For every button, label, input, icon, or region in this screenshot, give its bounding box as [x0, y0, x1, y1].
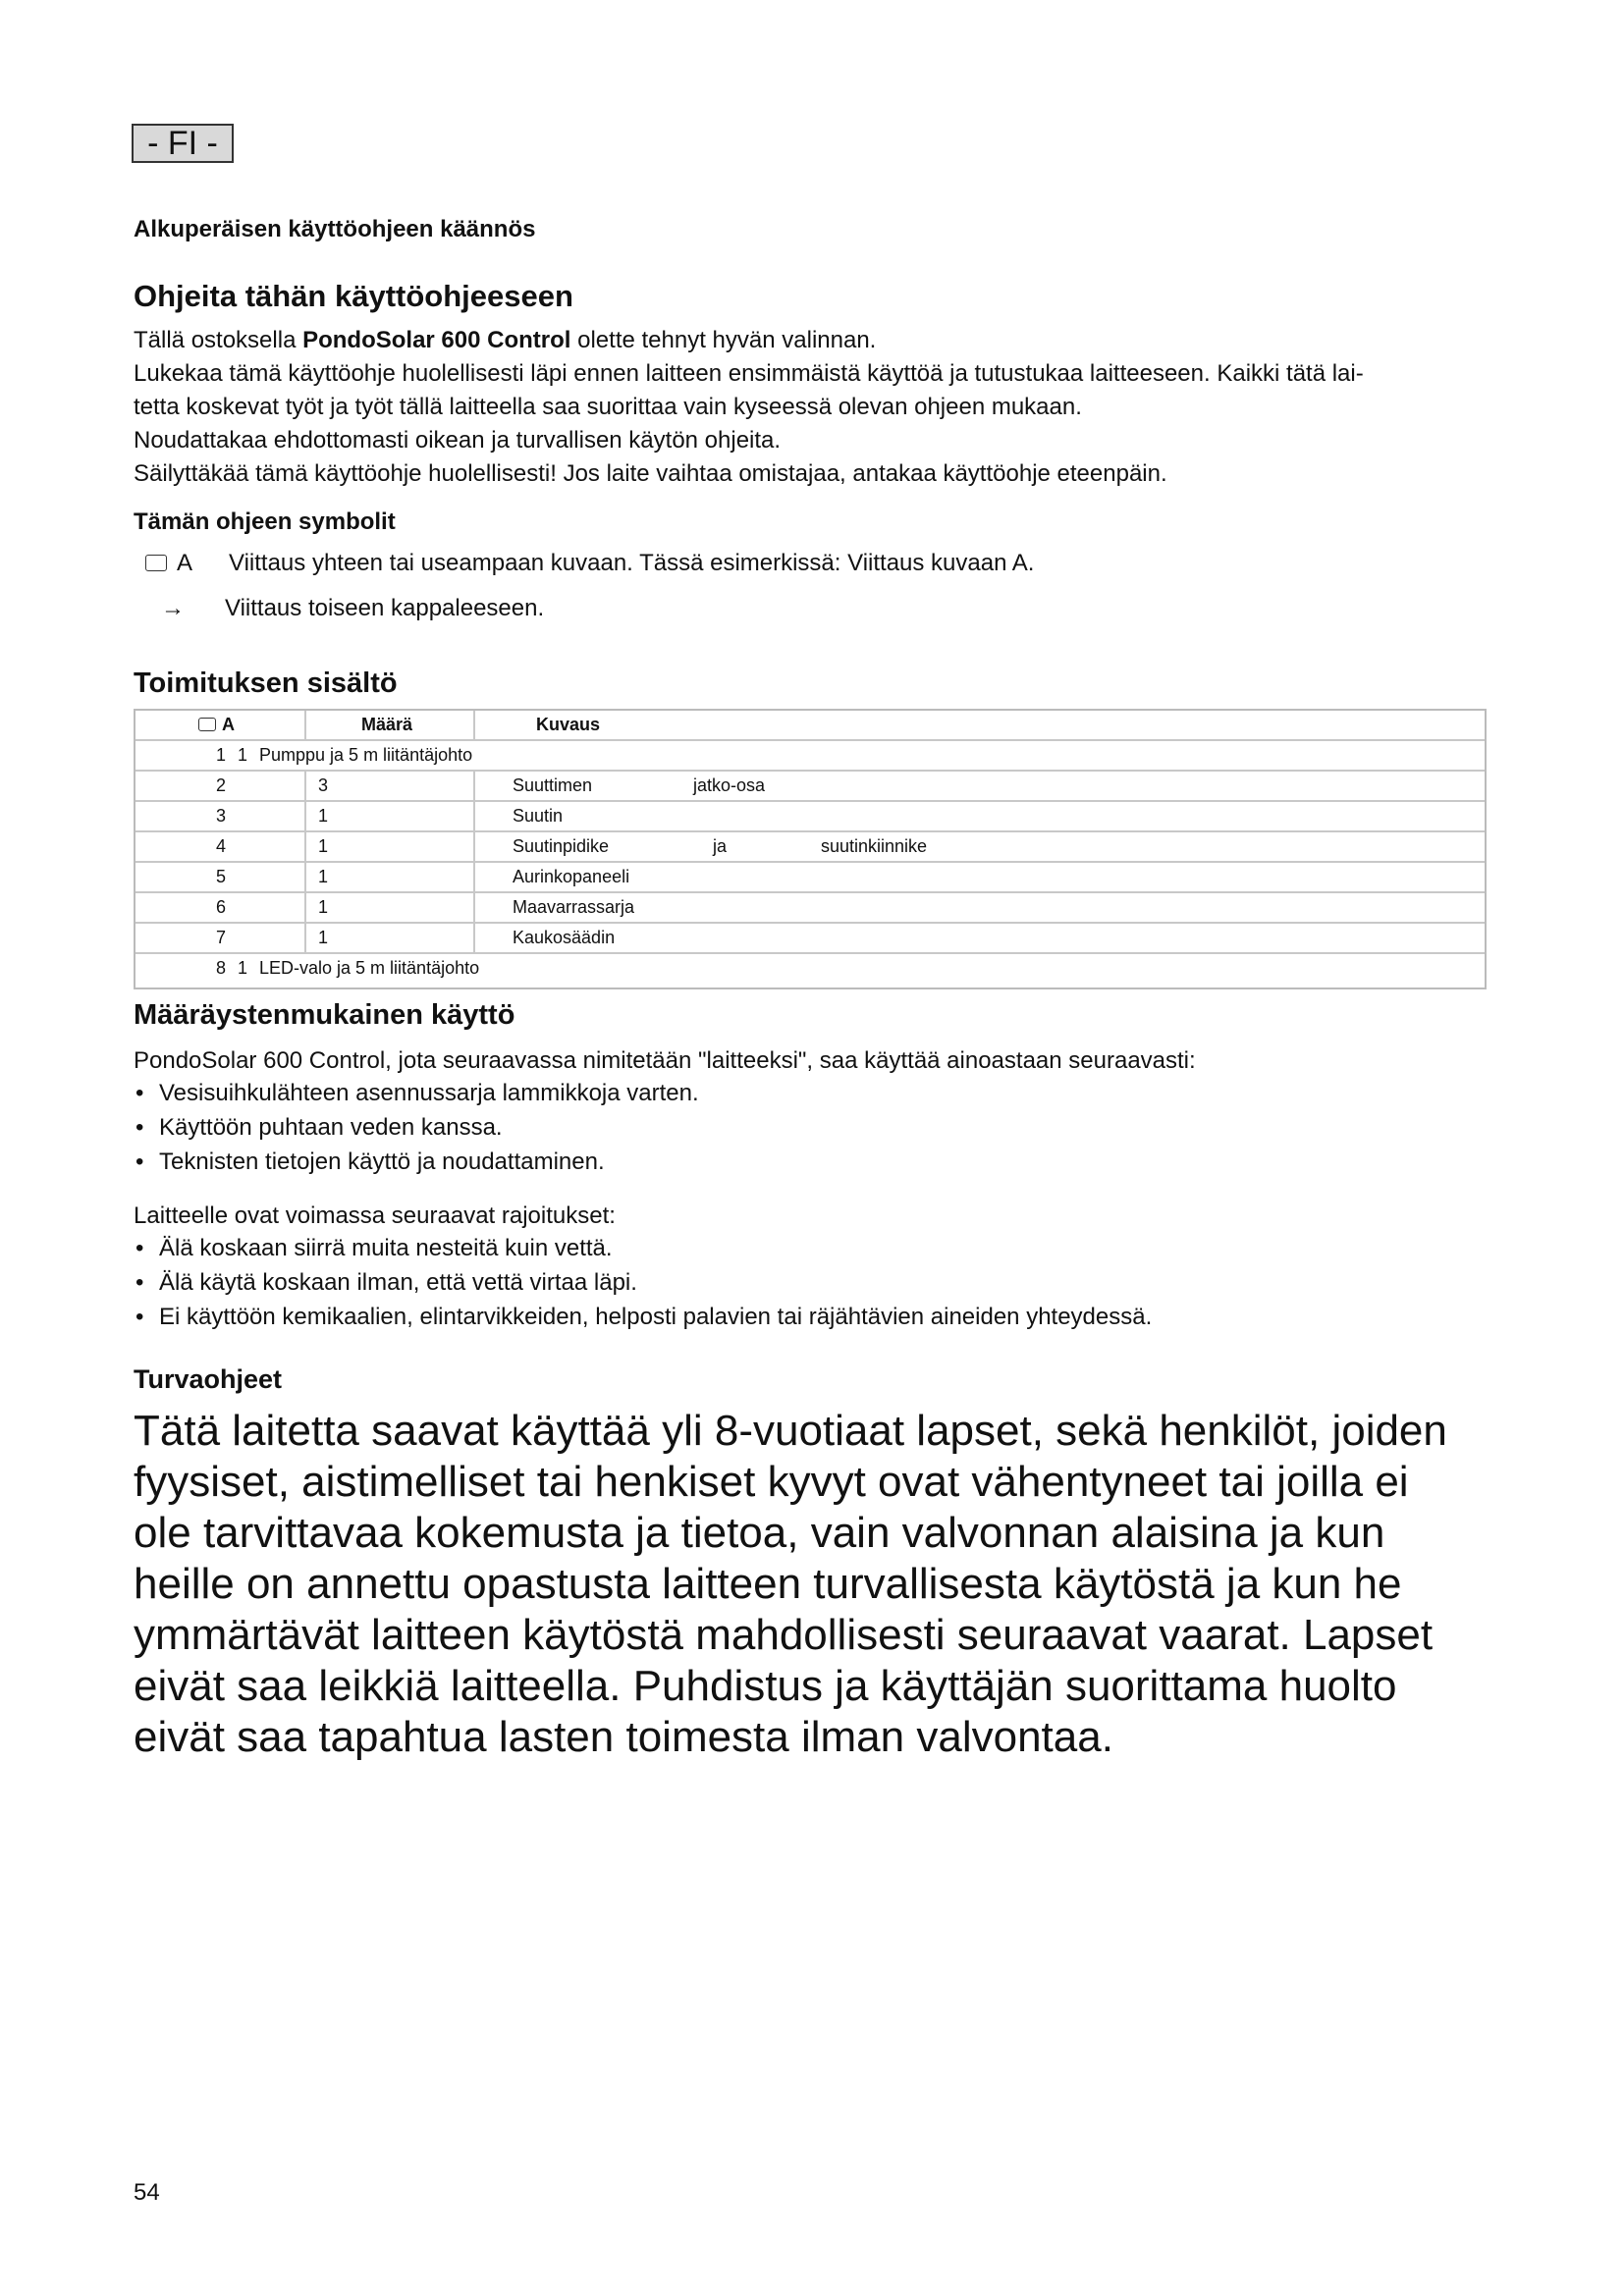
list-item: • Älä koskaan siirrä muita nesteitä kuin vettä.: [134, 1231, 1489, 1265]
restrictions-list: [134, 1231, 1489, 1334]
header-a-label: A: [222, 715, 235, 734]
column-divider: [304, 863, 306, 891]
safety-line: heille on annettu opastusta laitteen turvallisesta käytöstä ja kun he: [134, 1560, 1402, 1608]
table-row: [135, 802, 1485, 832]
section-title-delivery: Toimituksen sisältö: [134, 667, 398, 699]
restrictions-intro: Laitteelle ovat voimassa seuraavat rajoitukset:: [134, 1202, 616, 1229]
section-title-symbols: Tämän ohjeen symbolit: [134, 508, 396, 535]
instructions-line-4: Noudattakaa ehdottomasti oikean ja turvallisen käytön ohjeita.: [134, 427, 782, 454]
table-row: [135, 772, 1485, 802]
cell-a: 8: [216, 958, 227, 978]
cell-qty: 1: [318, 867, 329, 886]
symbol-description: Viittaus yhteen tai useampaan kuvaan. Tässä esimerkissä: Viittaus kuvaan A.: [229, 550, 1035, 576]
cell-qty: 1: [238, 958, 248, 978]
instructions-line-3: tetta koskevat työt ja työt tällä laitteella saa suorittaa vain kyseessä olevan ohjeen mukaan.: [134, 394, 1082, 420]
column-divider: [304, 832, 306, 861]
cell-qty: 1: [238, 745, 248, 765]
cell-a: 2: [216, 775, 227, 795]
symbol-mark: [134, 550, 212, 577]
cell-description-part: ja: [713, 836, 728, 856]
column-divider: [473, 832, 475, 861]
cell-description: Suutinpidike: [513, 836, 610, 856]
column-divider: [304, 772, 306, 800]
cell-qty: 1: [318, 928, 329, 947]
page-number: 54: [134, 2179, 160, 2206]
safety-paragraph: [134, 1406, 1498, 1763]
list-item: • Vesisuihkulähteen asennussarja lammikkoja varten.: [134, 1076, 1489, 1110]
product-name: PondoSolar 600 Control: [302, 327, 571, 353]
cell-description: Suutin: [513, 806, 564, 826]
column-divider: [304, 893, 306, 922]
list-item: • Älä käytä koskaan ilman, että vettä virtaa läpi.: [134, 1265, 1489, 1300]
table-row: [135, 954, 1485, 985]
cell-qty: 1: [318, 806, 329, 826]
column-divider: [304, 802, 306, 830]
symbol-description: Viittaus toiseen kappaleeseen.: [225, 595, 545, 621]
list-item: • Teknisten tietojen käyttö ja noudattaminen.: [134, 1145, 1489, 1179]
column-divider: [473, 711, 475, 739]
safety-line: ymmärtävät laitteen käytöstä mahdollisesti seuraavat vaarat. Lapset: [134, 1611, 1434, 1659]
cell-qty: 1: [318, 836, 329, 856]
delivery-table: [134, 709, 1487, 989]
cell-qty: 3: [318, 775, 329, 795]
subtitle: Alkuperäisen käyttöohjeen käännös: [134, 216, 536, 242]
symbol-row-arrow: [134, 595, 1410, 626]
column-divider: [473, 924, 475, 952]
header-qty: Määrä: [361, 715, 413, 734]
header-description: Kuvaus: [536, 715, 601, 734]
table-row: [135, 924, 1485, 954]
instructions-line-2: Lukekaa tämä käyttöohje huolellisesti läpi ennen laitteen ensimmäistä käyttöä ja tutustukaa laitteeseen. Kaikki tätä lai-: [134, 360, 1364, 387]
cell-a: 3: [216, 806, 227, 826]
cell-a: 5: [216, 867, 227, 886]
column-divider: [473, 802, 475, 830]
table-row: [135, 893, 1485, 924]
section-title-safety: Turvaohjeet: [134, 1364, 283, 1394]
column-divider: [304, 711, 306, 739]
symbol-letter: A: [177, 550, 193, 576]
instructions-line-1: [134, 324, 1489, 357]
cell-a: 7: [216, 928, 227, 947]
intended-use-intro: PondoSolar 600 Control, jota seuraavassa nimitetään "laitteeksi", saa käyttää ainoastaan seuraavasti:: [134, 1047, 1196, 1074]
header-a: [198, 711, 235, 739]
section-title-intended-use: Määräystenmukainen käyttö: [134, 999, 515, 1031]
list-item: • Ei käyttöön kemikaalien, elintarvikkeiden, helposti palavien tai räjähtävien aineiden yhteydessä.: [134, 1300, 1489, 1334]
column-divider: [473, 772, 475, 800]
text-fragment: olette tehnyt hyvän valinnan.: [570, 327, 877, 353]
column-divider: [473, 893, 475, 922]
cell-description: Suuttimen: [513, 775, 593, 795]
arrow-icon: →: [161, 595, 185, 621]
cell-a: 1: [216, 745, 227, 765]
cell-description: Pumppu ja 5 m liitäntäjohto: [259, 745, 473, 765]
table-header-row: [135, 711, 1485, 741]
cell-description: Maavarrassarja: [513, 897, 635, 917]
instructions-line-5: Säilyttäkää tämä käyttöohje huolellisesti! Jos laite vaihtaa omistajaa, antakaa käyttöohje eteenpäin.: [134, 460, 1167, 487]
instructions-paragraph: [134, 324, 1489, 491]
table-row: [135, 741, 1485, 772]
language-tag: - FI -: [132, 124, 234, 163]
symbol-row-figure: [134, 550, 1410, 581]
cell-description-part: jatko-osa: [693, 775, 766, 795]
text-fragment: Tällä ostoksella: [134, 327, 303, 353]
cell-a: 4: [216, 836, 227, 856]
figure-reference-icon: [145, 555, 167, 571]
cell-description: LED-valo ja 5 m liitäntäjohto: [259, 958, 480, 978]
column-divider: [473, 863, 475, 891]
list-item: • Käyttöön puhtaan veden kanssa.: [134, 1110, 1489, 1145]
cell-description-part: suutinkiinnike: [821, 836, 928, 856]
figure-reference-icon: [198, 718, 216, 731]
safety-line: eivät saa tapahtua lasten toimesta ilman valvontaa.: [134, 1713, 1113, 1761]
safety-line: eivät saa leikkiä laitteella. Puhdistus ja käyttäjän suorittama huolto: [134, 1662, 1397, 1710]
column-divider: [304, 924, 306, 952]
table-row: [135, 832, 1485, 863]
section-title-instructions: Ohjeita tähän käyttöohjeeseen: [134, 279, 573, 313]
table-row: [135, 863, 1485, 893]
safety-line: ole tarvittavaa kokemusta ja tietoa, vain valvonnan alaisina ja kun: [134, 1509, 1385, 1557]
safety-line: fyysiset, aistimelliset tai henkiset kyvyt ovat vähentyneet tai joilla ei: [134, 1458, 1409, 1506]
cell-a: 6: [216, 897, 227, 917]
cell-qty: 1: [318, 897, 329, 917]
cell-description: Kaukosäädin: [513, 928, 616, 947]
cell-description: Aurinkopaneeli: [513, 867, 630, 886]
safety-line: Tätä laitetta saavat käyttää yli 8-vuotiaat lapset, sekä henkilöt, joiden: [134, 1407, 1447, 1455]
intended-use-list: [134, 1076, 1489, 1179]
